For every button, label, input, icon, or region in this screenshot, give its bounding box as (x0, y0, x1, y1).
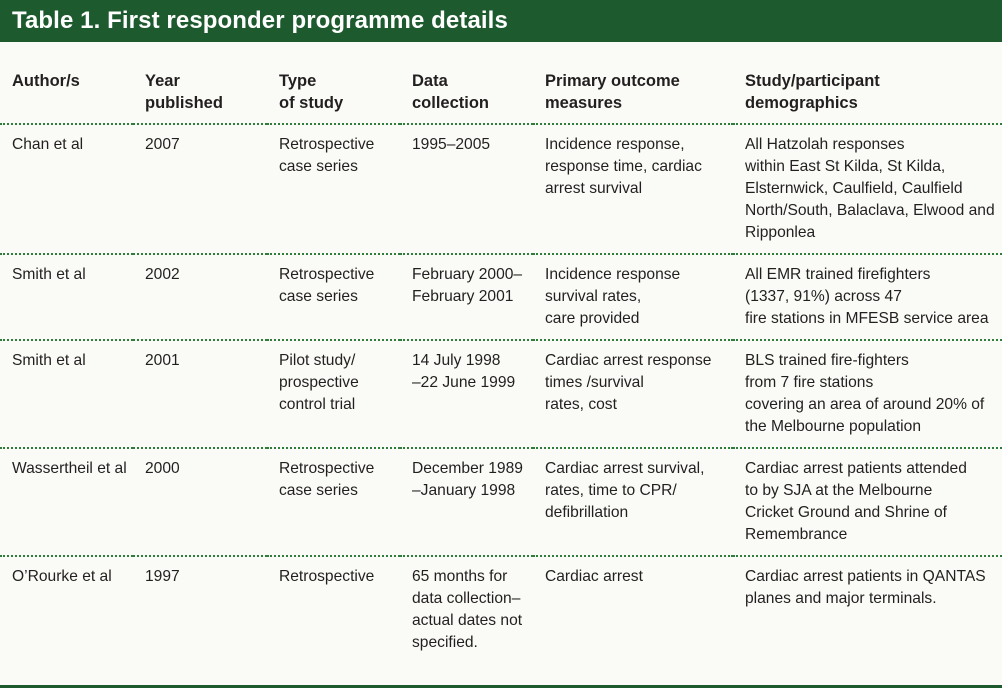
cell-line: 2007 (145, 136, 180, 153)
header-author (0, 70, 133, 124)
cell-outcome (533, 254, 733, 340)
header-line: Data (412, 72, 448, 90)
cell-line: Incidence response (545, 266, 681, 283)
cell-author (0, 448, 133, 556)
table-row (0, 556, 1002, 663)
cell-line: response time, cardiac (545, 158, 702, 175)
cell-line: rates, cost (545, 396, 617, 413)
cell-author (0, 124, 133, 254)
cell-line: Wassertheil et al (12, 460, 127, 477)
cell-line: All Hatzolah responses (745, 136, 905, 153)
table-row (0, 448, 1002, 556)
header-line: collection (412, 94, 490, 112)
cell-line: –January 1998 (412, 482, 516, 499)
cell-line: prospective (279, 374, 359, 391)
header-line: published (145, 94, 223, 112)
cell-line: the Melbourne population (745, 418, 921, 435)
cell-author (0, 340, 133, 448)
table-row (0, 124, 1002, 254)
cell-line: Incidence response, (545, 136, 685, 153)
cell-line: Retrospective (279, 136, 375, 153)
cell-line: actual dates not (412, 612, 523, 629)
header-type (267, 70, 400, 124)
cell-line: specified. (412, 634, 478, 651)
cell-data-collection (400, 254, 533, 340)
cell-line: December 1989 (412, 460, 523, 477)
header-demographics (733, 70, 1002, 124)
cell-line: to by SJA at the Melbourne (745, 482, 933, 499)
cell-line: within East St Kilda, St Kilda, (745, 158, 946, 175)
cell-year (133, 556, 267, 663)
cell-line: Cardiac arrest response (545, 352, 712, 369)
cell-data-collection (400, 448, 533, 556)
header-line: Year (145, 72, 180, 90)
cell-type (267, 254, 400, 340)
table-title-bar (0, 0, 1002, 42)
cell-line: data collection– (412, 590, 521, 607)
cell-data-collection (400, 556, 533, 663)
cell-line: defibrillation (545, 504, 629, 521)
cell-line: care provided (545, 310, 640, 327)
cell-line: Cardiac arrest patients attended (745, 460, 967, 477)
cell-line: rates, time to CPR/ (545, 482, 677, 499)
cell-line: (1337, 91%) across 47 (745, 288, 902, 305)
cell-type (267, 448, 400, 556)
cell-line: 65 months for (412, 568, 508, 585)
table-title: Table 1. First responder programme details (12, 7, 508, 34)
cell-line: case series (279, 158, 358, 175)
cell-line: Chan et al (12, 136, 84, 153)
header-line: demographics (745, 94, 858, 112)
cell-line: Retrospective (279, 266, 375, 283)
cell-demographics (733, 340, 1002, 448)
cell-line: 1997 (145, 568, 180, 585)
cell-year (133, 448, 267, 556)
header-line: of study (279, 94, 344, 112)
table-row (0, 254, 1002, 340)
cell-line: case series (279, 288, 358, 305)
cell-year (133, 340, 267, 448)
cell-line: Cardiac arrest (545, 568, 643, 585)
header-line: Type (279, 72, 317, 90)
cell-demographics (733, 556, 1002, 663)
cell-line: Remembrance (745, 526, 848, 543)
header-line: Study/participant (745, 72, 880, 90)
cell-outcome (533, 556, 733, 663)
cell-line: times /survival (545, 374, 644, 391)
cell-line: Elsternwick, Caulfield, Caulfield (745, 180, 963, 197)
cell-line: 2001 (145, 352, 180, 369)
cell-author (0, 556, 133, 663)
cell-author (0, 254, 133, 340)
cell-line: Cardiac arrest patients in QANTAS (745, 568, 986, 585)
cell-data-collection (400, 340, 533, 448)
cell-year (133, 124, 267, 254)
cell-line: case series (279, 482, 358, 499)
cell-line: All EMR trained firefighters (745, 266, 931, 283)
cell-type (267, 124, 400, 254)
cell-line: Retrospective (279, 568, 375, 585)
cell-line: 2002 (145, 266, 180, 283)
cell-line: Smith et al (12, 266, 86, 283)
cell-line: Cardiac arrest survival, (545, 460, 705, 477)
cell-line: 14 July 1998 (412, 352, 501, 369)
cell-line: –22 June 1999 (412, 374, 516, 391)
cell-line: survival rates, (545, 288, 642, 305)
cell-line: covering an area of around 20% of (745, 396, 985, 413)
cell-outcome (533, 124, 733, 254)
cell-outcome (533, 448, 733, 556)
cell-line: control trial (279, 396, 356, 413)
cell-line: Retrospective (279, 460, 375, 477)
cell-data-collection (400, 124, 533, 254)
cell-line: Smith et al (12, 352, 86, 369)
cell-line: 1995–2005 (412, 136, 491, 153)
cell-line: February 2001 (412, 288, 514, 305)
header-outcome (533, 70, 733, 124)
cell-line: February 2000– (412, 266, 523, 283)
header-data-collection (400, 70, 533, 124)
table-header-row (0, 70, 1002, 124)
header-line: Author/s (12, 72, 80, 90)
cell-demographics (733, 448, 1002, 556)
cell-line: North/South, Balaclava, Elwood and (745, 202, 995, 219)
cell-line: BLS trained fire-fighters (745, 352, 909, 369)
cell-line: fire stations in MFESB service area (745, 310, 989, 327)
header-year (133, 70, 267, 124)
cell-type (267, 556, 400, 663)
cell-demographics (733, 124, 1002, 254)
cell-line: Pilot study/ (279, 352, 356, 369)
cell-line: arrest survival (545, 180, 643, 197)
cell-line: 2000 (145, 460, 180, 477)
cell-line: from 7 fire stations (745, 374, 874, 391)
table-row (0, 340, 1002, 448)
header-line: measures (545, 94, 623, 112)
cell-line: Cricket Ground and Shrine of (745, 504, 947, 521)
cell-demographics (733, 254, 1002, 340)
cell-line: O’Rourke et al (12, 568, 112, 585)
header-line: Primary outcome (545, 72, 680, 90)
cell-line: Ripponlea (745, 224, 816, 241)
first-responder-table (0, 70, 1002, 663)
cell-year (133, 254, 267, 340)
cell-line: planes and major terminals. (745, 590, 937, 607)
cell-type (267, 340, 400, 448)
cell-outcome (533, 340, 733, 448)
